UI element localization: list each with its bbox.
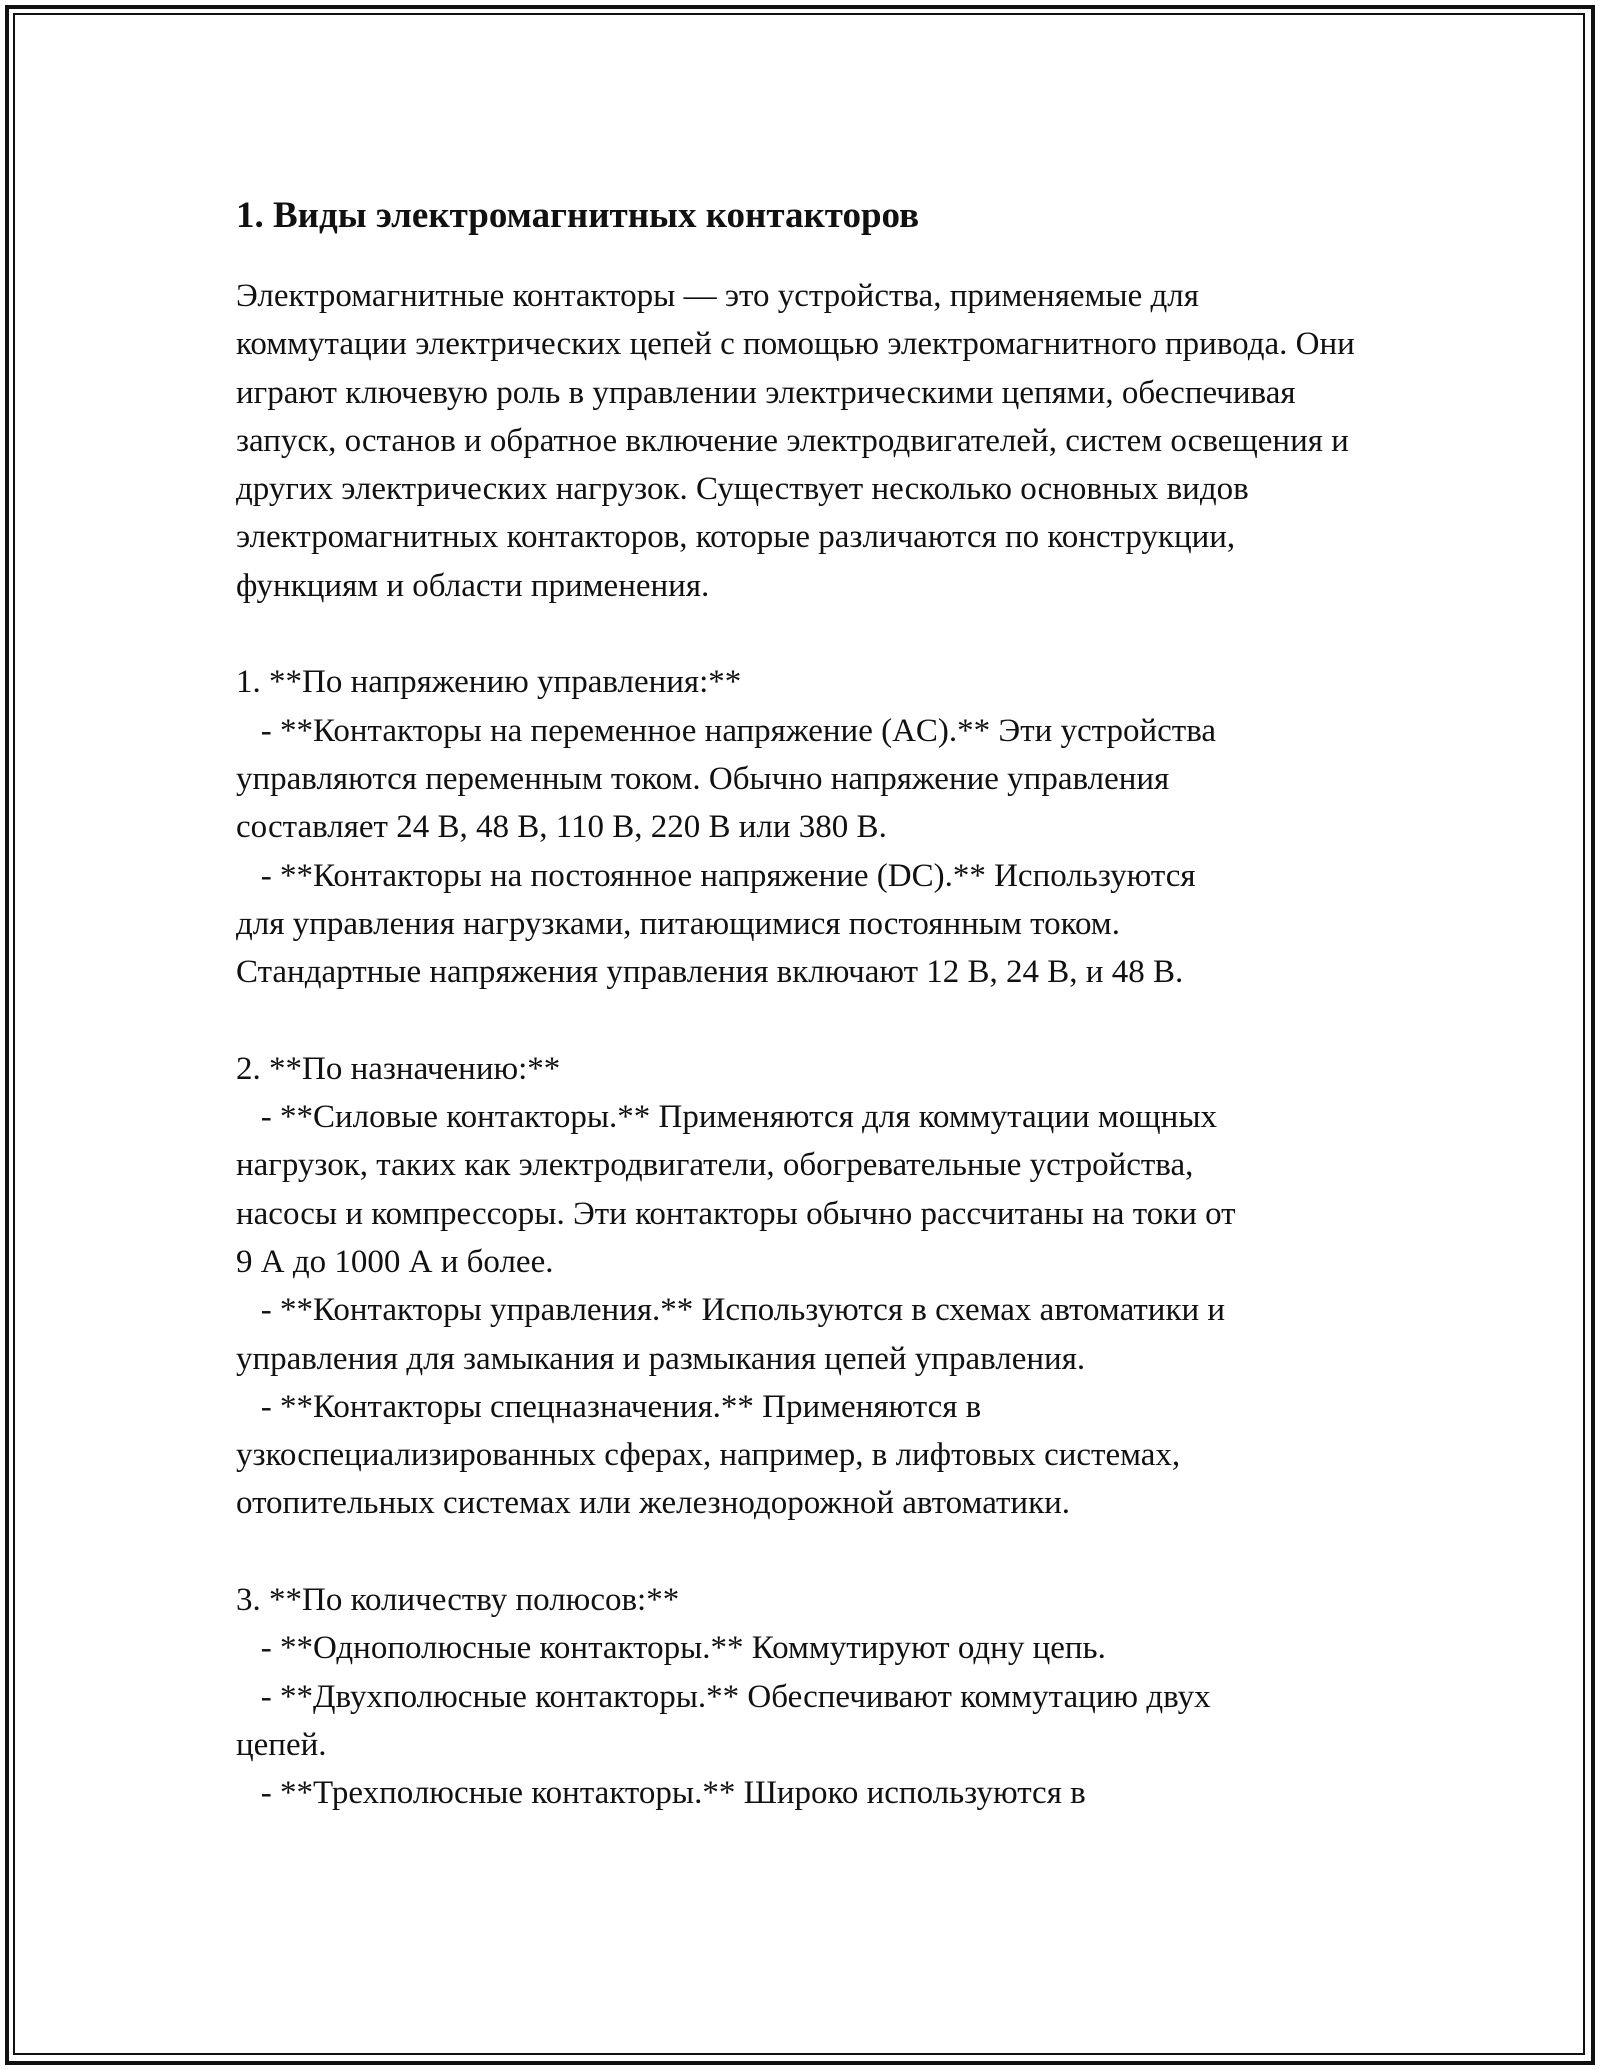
list-item: - **Двухполюсные контакторы.** Обеспечивают коммутацию двух [236,1678,1211,1715]
list-item: - **Однополюсные контакторы.** Коммутируют одну цепь. [236,1630,1106,1667]
document-body [236,188,1376,1818]
list-item-continuation: 9 А до 1000 А и более. [236,1243,554,1280]
list-item: - **Трехполюсные контакторы.** Широко используются в [236,1775,1086,1812]
list-item-continuation: управления для замыкания и размыкания цепей управления. [236,1340,1086,1377]
blank-line [236,1528,1376,1576]
section-heading: 1. **По напряжению управления:** [236,664,742,701]
list-item: - **Силовые контакторы.** Применяются для коммутации мощных [236,1099,1218,1136]
list-item-continuation: отопительных системах или железнодорожной автоматики. [236,1485,1071,1522]
intro-paragraph: Электромагнитные контакторы — это устройства, применяемые для коммутации электрических цепей с помощью электромагнитного привода. Они играют ключевую роль в управлении электрическими цепями, обеспечивая запуск, останов и обратное включение электродвигателей, систем освещения и других электрических нагрузок. Существует несколько основных видов электромагнитных контакторов, которые различаются по конструкции, функциям и области применения. [236,278,1355,604]
list-item-continuation: цепей. [236,1726,327,1763]
list-item: - **Контакторы управления.** Используются в схемах автоматики и [236,1292,1226,1329]
section-heading: 2. **По назначению:** [236,1050,561,1087]
list-item-continuation: узкоспециализированных сферах, например, в лифтовых системах, [236,1437,1181,1474]
section-by-pole-count [236,1576,1376,1817]
section-by-purpose [236,1045,1376,1528]
list-item-continuation: Стандартные напряжения управления включают 12 В, 24 В, и 48 В. [236,954,1184,991]
section-heading: 3. **По количеству полюсов:** [236,1582,680,1619]
section-by-control-voltage [236,658,1376,996]
list-item: - **Контакторы на постоянное напряжение (DC).** Используются [236,857,1196,894]
blank-line [236,610,1376,658]
list-item: - **Контакторы спецназначения.** Применяются в [236,1388,982,1425]
blank-line [236,996,1376,1044]
list-item: - **Контакторы на переменное напряжение (AC).** Эти устройства [236,712,1217,749]
section-title: 1. Виды электромагнитных контакторов [236,195,920,236]
list-item-continuation: для управления нагрузками, питающимися постоянным током. [236,905,1120,942]
list-item-continuation: управляются переменным током. Обычно напряжение управления [236,760,1170,797]
list-item-continuation: нагрузок, таких как электродвигатели, обогревательные устройства, [236,1147,1194,1184]
list-item-continuation: составляет 24 В, 48 В, 110 В, 220 В или 380 В. [236,809,887,846]
list-item-continuation: насосы и компрессоры. Эти контакторы обычно рассчитаны на токи от [236,1195,1236,1232]
